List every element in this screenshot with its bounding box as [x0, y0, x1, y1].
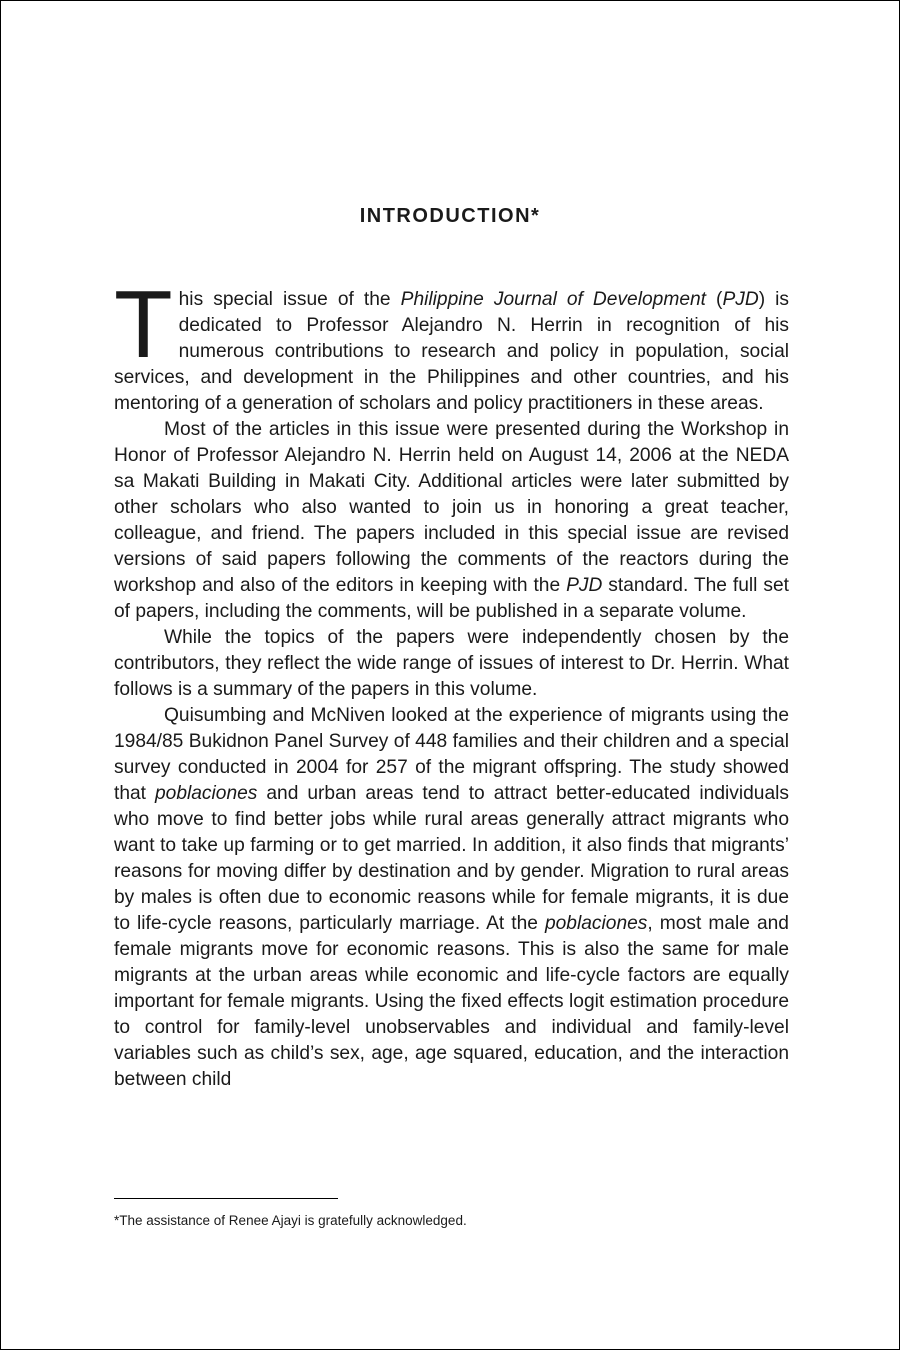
journal-abbreviation: PJD	[566, 575, 603, 596]
paragraph-1	[114, 271, 790, 417]
text-run: ) is dedicated to Professor Alejandro N. Herrin in recognition of his numerous contributions to research and policy in population, social services, and development in the Philippines and other countries, and his mentoring of a generation of scholars and policy practitioners in these areas.	[114, 289, 790, 414]
page-title: INTRODUCTION*	[359, 205, 541, 227]
text-run: and urban areas tend to attract better-educated individuals who move to find better jobs while rural areas generally attract migrants who want to take up farming or to get married. In addition, it also finds that migrants’ reasons for moving differ by destination and by gender. Migration to rural areas by males is often due to economic reasons while for female migrants, it is due to life-cycle reasons, particularly marriage. At the	[114, 783, 789, 934]
text-run: standard. The full set of papers, including the comments, will be published in a separate volume.	[114, 575, 789, 622]
footnote: *The assistance of Renee Ajayi is gratefully acknowledged.	[114, 1213, 467, 1228]
italic-term: poblaciones	[544, 913, 648, 934]
paragraph-2	[114, 417, 789, 625]
text-run: his special issue of the	[178, 289, 401, 310]
footnote-divider	[114, 1198, 338, 1199]
journal-name: Philippine Journal of Development	[400, 289, 706, 310]
italic-term: poblaciones	[154, 783, 258, 804]
paragraph-4	[114, 703, 789, 1093]
drop-cap: T	[114, 271, 173, 378]
text-run: Quisumbing and McNiven looked at the experience of migrants using the 1984/85 Bukidnon Panel Survey of 448 families and their children and a special survey conducted in 2004 for 257 of the migrant offspring. The study showed that	[114, 705, 789, 804]
journal-abbreviation: PJD	[722, 289, 759, 310]
text-run: (	[706, 289, 723, 310]
text-run: , most male and female migrants move for economic reasons. This is also the same for male migrants at the urban areas while economic and life-cycle factors are equally important for female migrants. Using the fixed effects logit estimation procedure to control for family-level unobservables and individual and family-level variables such as child’s sex, age, age squared, education, and the interaction between child	[114, 913, 789, 1090]
article-body	[114, 271, 790, 1093]
paragraph-3: While the topics of the papers were independently chosen by the contributors, they reflect the wide range of issues of interest to Dr. Herrin. What follows is a summary of the papers in this volume.	[114, 627, 789, 700]
text-run: Most of the articles in this issue were presented during the Workshop in Honor of Professor Alejandro N. Herrin held on August 14, 2006 at the NEDA sa Makati Building in Makati City. Additional articles were later submitted by other scholars who also wanted to join us in honoring a great teacher, colleague, and friend. The papers included in this special issue are revised versions of said papers following the comments of the reactors during the workshop and also of the editors in keeping with the	[114, 419, 789, 596]
